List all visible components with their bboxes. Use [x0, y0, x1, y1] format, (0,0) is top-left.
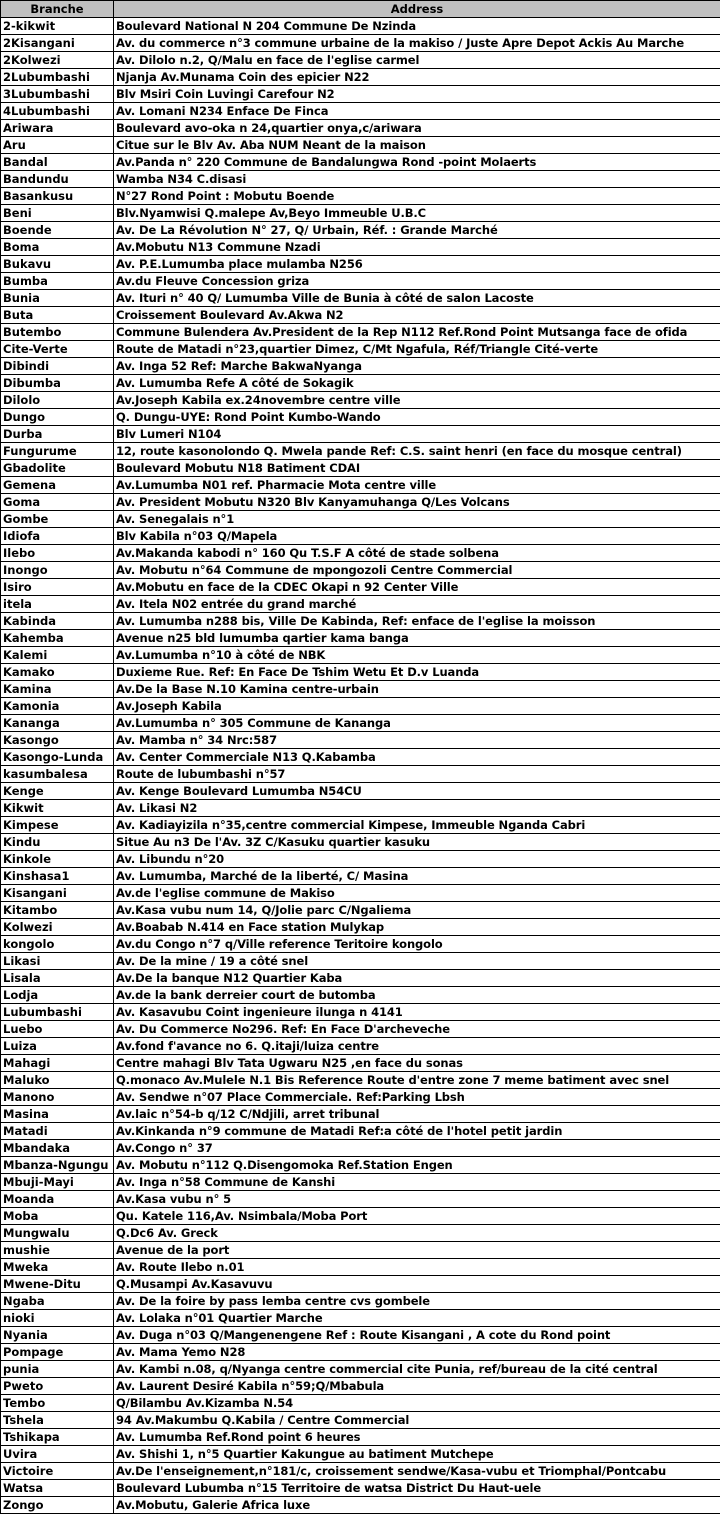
address-cell: Av.Congo n° 37 [114, 1140, 720, 1157]
branch-cell: Kananga [1, 715, 114, 732]
table-row [1, 324, 720, 341]
branch-cell: Moanda [1, 1191, 114, 1208]
address-cell: Q.Musampi Av.Kasavuvu [114, 1276, 720, 1293]
table-row [1, 1055, 720, 1072]
branch-cell: Ilebo [1, 545, 114, 562]
table-row [1, 596, 720, 613]
branch-cell: Kamina [1, 681, 114, 698]
address-cell: Av. Libundu n°20 [114, 851, 720, 868]
address-cell: Boulevard Mobutu N18 Batiment CDAI [114, 460, 720, 477]
table-row [1, 545, 720, 562]
branch-cell: Bumba [1, 273, 114, 290]
address-cell: Av. Du Commerce No296. Ref: En Face D'archeveche [114, 1021, 720, 1038]
address-cell: Citue sur le Blv Av. Aba NUM Neant de la maison [114, 137, 720, 154]
table-row [1, 885, 720, 902]
address-cell: Av. P.E.Lumumba place mulamba N256 [114, 256, 720, 273]
branch-cell: Pweto [1, 1378, 114, 1395]
table-row [1, 1038, 720, 1055]
branch-cell: Beni [1, 205, 114, 222]
table-row [1, 409, 720, 426]
table-row [1, 1021, 720, 1038]
branch-cell: Lisala [1, 970, 114, 987]
address-cell: Qu. Katele 116,Av. Nsimbala/Moba Port [114, 1208, 720, 1225]
table-row [1, 205, 720, 222]
branch-cell: Mwene-Ditu [1, 1276, 114, 1293]
branch-cell: 4Lubumbashi [1, 103, 114, 120]
branch-cell: Kimpese [1, 817, 114, 834]
branch-cell: Kindu [1, 834, 114, 851]
table-row [1, 1429, 720, 1446]
header-row [1, 1, 720, 18]
branch-cell: Mbuji-Mayi [1, 1174, 114, 1191]
table-row [1, 715, 720, 732]
table-row [1, 834, 720, 851]
table-row [1, 1446, 720, 1463]
address-column-header: Address [114, 1, 720, 18]
branch-cell: Pompage [1, 1344, 114, 1361]
address-cell: Av.Lumumba N01 ref. Pharmacie Mota centre ville [114, 477, 720, 494]
branch-cell: Dibindi [1, 358, 114, 375]
branch-cell: Gemena [1, 477, 114, 494]
table-row [1, 732, 720, 749]
table-row [1, 987, 720, 1004]
branch-cell: Gombe [1, 511, 114, 528]
table-row [1, 749, 720, 766]
address-cell: Av. Route Ilebo n.01 [114, 1259, 720, 1276]
branch-cell: Bandundu [1, 171, 114, 188]
branch-cell: Goma [1, 494, 114, 511]
table-row [1, 1157, 720, 1174]
address-cell: 94 Av.Makumbu Q.Kabila / Centre Commercial [114, 1412, 720, 1429]
table-row [1, 1310, 720, 1327]
table-row [1, 528, 720, 545]
branch-cell: Luiza [1, 1038, 114, 1055]
table-row [1, 800, 720, 817]
table-row [1, 681, 720, 698]
address-cell: Av. du commerce n°3 commune urbaine de la makiso / Juste Apre Depot Ackis Au Marche [114, 35, 720, 52]
table-row [1, 953, 720, 970]
branch-cell: Matadi [1, 1123, 114, 1140]
address-cell: Av. Lolaka n°01 Quartier Marche [114, 1310, 720, 1327]
address-cell: Av.De la banque N12 Quartier Kaba [114, 970, 720, 987]
address-cell: Av. Duga n°03 Q/Mangenengene Ref : Route Kisangani , A cote du Rond point [114, 1327, 720, 1344]
address-cell: Blv.Nyamwisi Q.malepe Av,Beyo Immeuble U.B.C [114, 205, 720, 222]
table-row [1, 1463, 720, 1480]
table-row [1, 69, 720, 86]
table-row [1, 103, 720, 120]
address-cell: Av.Lumumba n° 305 Commune de Kananga [114, 715, 720, 732]
address-cell: Q/Bilambu Av.Kizamba N.54 [114, 1395, 720, 1412]
address-cell: Centre mahagi Blv Tata Ugwaru N25 ,en face du sonas [114, 1055, 720, 1072]
address-cell: Av. Lomani N234 Enface De Finca [114, 103, 720, 120]
table-row [1, 154, 720, 171]
address-cell: Route de Matadi n°23,quartier Dimez, C/Mt Ngafula, Réf/Triangle Cité-verte [114, 341, 720, 358]
table-row [1, 1123, 720, 1140]
table-row [1, 664, 720, 681]
address-cell: Av. Mobutu n°64 Commune de mpongozoli Centre Commercial [114, 562, 720, 579]
branch-cell: Moba [1, 1208, 114, 1225]
address-cell: Av.Joseph Kabila [114, 698, 720, 715]
address-cell: Boulevard avo-oka n 24,quartier onya,c/ariwara [114, 120, 720, 137]
table-row [1, 188, 720, 205]
table-row [1, 426, 720, 443]
branch-cell: Kabinda [1, 613, 114, 630]
address-cell: Av.Makanda kabodi n° 160 Qu T.S.F A côté de stade solbena [114, 545, 720, 562]
table-row [1, 1140, 720, 1157]
branch-cell: Bukavu [1, 256, 114, 273]
branch-cell: Zongo [1, 1497, 114, 1514]
address-cell: Av.Mobutu N13 Commune Nzadi [114, 239, 720, 256]
table-row [1, 1259, 720, 1276]
table-row [1, 375, 720, 392]
table-row [1, 1072, 720, 1089]
branch-cell: punia [1, 1361, 114, 1378]
branch-cell: Kinkole [1, 851, 114, 868]
table-row [1, 1412, 720, 1429]
address-cell: Wamba N34 C.disasi [114, 171, 720, 188]
address-cell: Av. President Mobutu N320 Blv Kanyamuhanga Q/Les Volcans [114, 494, 720, 511]
address-cell: Av.de l'eglise commune de Makiso [114, 885, 720, 902]
branch-cell: Luebo [1, 1021, 114, 1038]
branch-cell: Dibumba [1, 375, 114, 392]
branch-cell: Kenge [1, 783, 114, 800]
table-row [1, 18, 720, 35]
branch-cell: nioki [1, 1310, 114, 1327]
table-body [1, 18, 720, 1514]
address-cell: Av.De l'enseignement,n°181/c, croissement sendwe/Kasa-vubu et Triomphal/Pontcabu [114, 1463, 720, 1480]
table-row [1, 222, 720, 239]
address-cell: Av. De la mine / 19 a côté snel [114, 953, 720, 970]
address-cell: Av. Lumumba Refe A côté de Sokagik [114, 375, 720, 392]
address-cell: Av. Dilolo n.2, Q/Malu en face de l'eglise carmel [114, 52, 720, 69]
branch-cell: Mbandaka [1, 1140, 114, 1157]
branch-cell: 2Kolwezi [1, 52, 114, 69]
address-cell: Njanja Av.Munama Coin des epicier N22 [114, 69, 720, 86]
table-row [1, 1106, 720, 1123]
table-row [1, 647, 720, 664]
branch-cell: Kisangani [1, 885, 114, 902]
table-row [1, 698, 720, 715]
address-cell: Av.laic n°54-b q/12 C/Ndjili, arret tribunal [114, 1106, 720, 1123]
table-row [1, 171, 720, 188]
branch-cell: Durba [1, 426, 114, 443]
table-row [1, 817, 720, 834]
branch-cell: Basankusu [1, 188, 114, 205]
table-row [1, 120, 720, 137]
address-cell: Av.Boabab N.414 en Face station Mulykap [114, 919, 720, 936]
branch-cell: Butembo [1, 324, 114, 341]
address-cell: Av.Panda n° 220 Commune de Bandalungwa Rond -point Molaerts [114, 154, 720, 171]
address-cell: Av.Lumumba n°10 à côté de NBK [114, 647, 720, 664]
table-row [1, 392, 720, 409]
branch-cell: Nyania [1, 1327, 114, 1344]
address-cell: Av. Kadiayizila n°35,centre commercial Kimpese, Immeuble Nganda Cabri [114, 817, 720, 834]
branch-cell: 2Kisangani [1, 35, 114, 52]
address-cell: Av. Ituri n° 40 Q/ Lumumba Ville de Bunia à côté de salon Lacoste [114, 290, 720, 307]
branch-cell: Dilolo [1, 392, 114, 409]
branch-cell: Kikwit [1, 800, 114, 817]
table-row [1, 1004, 720, 1021]
address-cell: Avenue de la port [114, 1242, 720, 1259]
branch-cell: Lodja [1, 987, 114, 1004]
address-cell: Route de lubumbashi n°57 [114, 766, 720, 783]
address-cell: Av.Joseph Kabila ex.24novembre centre ville [114, 392, 720, 409]
table-row [1, 1344, 720, 1361]
branch-cell: Watsa [1, 1480, 114, 1497]
address-cell: Av.du Congo n°7 q/Ville reference Teritoire kongolo [114, 936, 720, 953]
branch-cell: Manono [1, 1089, 114, 1106]
address-cell: Av. Mobutu n°112 Q.Disengomoka Ref.Station Engen [114, 1157, 720, 1174]
address-cell: Av.de la bank derreier court de butomba [114, 987, 720, 1004]
table-row [1, 851, 720, 868]
table-row [1, 307, 720, 324]
address-cell: 12, route kasonolondo Q. Mwela pande Ref: C.S. saint henri (en face du mosque central) [114, 443, 720, 460]
table-row [1, 477, 720, 494]
address-cell: Av. Kasavubu Coint ingenieure ilunga n 4141 [114, 1004, 720, 1021]
branch-cell: Lubumbashi [1, 1004, 114, 1021]
table-row [1, 1497, 720, 1514]
branch-cell: Kasongo [1, 732, 114, 749]
branch-cell: Idiofa [1, 528, 114, 545]
branch-cell: 2Lubumbashi [1, 69, 114, 86]
branch-cell: 2-kikwit [1, 18, 114, 35]
address-cell: Q. Dungu-UYE: Rond Point Kumbo-Wando [114, 409, 720, 426]
table-row [1, 35, 720, 52]
table-row [1, 1361, 720, 1378]
address-cell: Av. Kenge Boulevard Lumumba N54CU [114, 783, 720, 800]
branch-cell: Tshela [1, 1412, 114, 1429]
address-cell: Blv Kabila n°03 Q/Mapela [114, 528, 720, 545]
address-cell: Av. Likasi N2 [114, 800, 720, 817]
address-cell: Av. Lumumba Ref.Rond point 6 heures [114, 1429, 720, 1446]
address-cell: Avenue n25 bld lumumba qartier kama banga [114, 630, 720, 647]
branch-cell: Tshikapa [1, 1429, 114, 1446]
branch-cell: Tembo [1, 1395, 114, 1412]
branch-cell: Fungurume [1, 443, 114, 460]
branch-cell: Gbadolite [1, 460, 114, 477]
address-cell: Blv Lumeri N104 [114, 426, 720, 443]
table-row [1, 358, 720, 375]
table-row [1, 52, 720, 69]
branch-cell: Mungwalu [1, 1225, 114, 1242]
address-cell: Av.Mobutu, Galerie Africa luxe [114, 1497, 720, 1514]
table-row [1, 868, 720, 885]
table-row [1, 1208, 720, 1225]
branch-cell: Dungo [1, 409, 114, 426]
branch-cell: Kolwezi [1, 919, 114, 936]
branch-cell: Cite-Verte [1, 341, 114, 358]
table-row [1, 1174, 720, 1191]
address-cell: Av. Mamba n° 34 Nrc:587 [114, 732, 720, 749]
branch-cell: 3Lubumbashi [1, 86, 114, 103]
branch-cell: Bunia [1, 290, 114, 307]
branch-cell: Maluko [1, 1072, 114, 1089]
table-row [1, 902, 720, 919]
table-row [1, 494, 720, 511]
table-row [1, 273, 720, 290]
branch-cell: Uvira [1, 1446, 114, 1463]
address-cell: Av. Center Commerciale N13 Q.Kabamba [114, 749, 720, 766]
address-cell: Av. Laurent Desiré Kabila n°59;Q/Mbabula [114, 1378, 720, 1395]
table-row [1, 936, 720, 953]
address-cell: Boulevard National N 204 Commune De Nzinda [114, 18, 720, 35]
table-row [1, 613, 720, 630]
address-cell: Av. Shishi 1, n°5 Quartier Kakungue au batiment Mutchepe [114, 1446, 720, 1463]
branch-cell: Ariwara [1, 120, 114, 137]
address-cell: N°27 Rond Point : Mobutu Boende [114, 188, 720, 205]
table-row [1, 443, 720, 460]
table-row [1, 766, 720, 783]
table-row [1, 1225, 720, 1242]
branch-cell: mushie [1, 1242, 114, 1259]
address-cell: Av.fond f'avance no 6. Q.itaji/luiza centre [114, 1038, 720, 1055]
branch-cell: Kitambo [1, 902, 114, 919]
branch-cell: Victoire [1, 1463, 114, 1480]
branch-cell: Bandal [1, 154, 114, 171]
branch-cell: Masina [1, 1106, 114, 1123]
table-row [1, 579, 720, 596]
address-cell: Av.Kasa vubu num 14, Q/Jolie parc C/Ngaliema [114, 902, 720, 919]
table-row [1, 919, 720, 936]
branch-cell: Buta [1, 307, 114, 324]
address-cell: Av. Mama Yemo N28 [114, 1344, 720, 1361]
branch-cell: Likasi [1, 953, 114, 970]
address-cell: Av. De la foire by pass lemba centre cvs gombele [114, 1293, 720, 1310]
address-cell: Av. Inga n°58 Commune de Kanshi [114, 1174, 720, 1191]
table-row [1, 1089, 720, 1106]
branch-cell: Kinshasa1 [1, 868, 114, 885]
address-cell: Av. Kambi n.08, q/Nyanga centre commercial cite Punia, ref/bureau de la cité central [114, 1361, 720, 1378]
branch-cell: kasumbalesa [1, 766, 114, 783]
address-cell: Av. Inga 52 Ref: Marche BakwaNyanga [114, 358, 720, 375]
branch-cell: Kamonia [1, 698, 114, 715]
branch-cell: Kalemi [1, 647, 114, 664]
address-cell: Av. Senegalais n°1 [114, 511, 720, 528]
table-row [1, 1395, 720, 1412]
address-cell: Av. De La Révolution N° 27, Q/ Urbain, Réf. : Grande Marché [114, 222, 720, 239]
branch-cell: Inongo [1, 562, 114, 579]
address-cell: Boulevard Lubumba n°15 Territoire de watsa District Du Haut-uele [114, 1480, 720, 1497]
address-cell: Commune Bulendera Av.President de la Rep N112 Ref.Rond Point Mutsanga face de ofida [114, 324, 720, 341]
table-row [1, 239, 720, 256]
branch-cell: Aru [1, 137, 114, 154]
branch-cell: Mweka [1, 1259, 114, 1276]
address-cell: Av.Mobutu en face de la CDEC Okapi n 92 Center Ville [114, 579, 720, 596]
branch-cell: itela [1, 596, 114, 613]
table-row [1, 511, 720, 528]
table-row [1, 1293, 720, 1310]
address-cell: Av. Itela N02 entrée du grand marché [114, 596, 720, 613]
branch-cell: Boende [1, 222, 114, 239]
table-row [1, 137, 720, 154]
address-cell: Av. Sendwe n°07 Place Commerciale. Ref:Parking Lbsh [114, 1089, 720, 1106]
branch-cell: Isiro [1, 579, 114, 596]
table-row [1, 86, 720, 103]
table-row [1, 1191, 720, 1208]
branch-column-header: Branche [1, 1, 114, 18]
address-cell: Av. Lumumba, Marché de la liberté, C/ Masina [114, 868, 720, 885]
address-cell: Av.du Fleuve Concession griza [114, 273, 720, 290]
table-row [1, 1480, 720, 1497]
branch-cell: Kasongo-Lunda [1, 749, 114, 766]
address-cell: Duxieme Rue. Ref: En Face De Tshim Wetu Et D.v Luanda [114, 664, 720, 681]
branch-cell: Kamako [1, 664, 114, 681]
address-cell: Av.Kinkanda n°9 commune de Matadi Ref:a côté de l'hotel petit jardin [114, 1123, 720, 1140]
table-row [1, 256, 720, 273]
address-cell: Av.De la Base N.10 Kamina centre-urbain [114, 681, 720, 698]
table-row [1, 630, 720, 647]
table-row [1, 341, 720, 358]
table-row [1, 1276, 720, 1293]
address-cell: Q.Dc6 Av. Greck [114, 1225, 720, 1242]
address-cell: Q.monaco Av.Mulele N.1 Bis Reference Route d'entre zone 7 meme batiment avec snel [114, 1072, 720, 1089]
table-row [1, 1242, 720, 1259]
branch-cell: Mbanza-Ngungu [1, 1157, 114, 1174]
table-row [1, 562, 720, 579]
address-cell: Av. Lumumba n288 bis, Ville De Kabinda, Ref: enface de l'eglise la moisson [114, 613, 720, 630]
branch-cell: Mahagi [1, 1055, 114, 1072]
table-row [1, 460, 720, 477]
branch-cell: kongolo [1, 936, 114, 953]
table-row [1, 970, 720, 987]
branch-cell: Kahemba [1, 630, 114, 647]
address-cell: Situe Au n3 De l'Av. 3Z C/Kasuku quartier kasuku [114, 834, 720, 851]
table-row [1, 290, 720, 307]
branch-cell: Ngaba [1, 1293, 114, 1310]
address-cell: Croissement Boulevard Av.Akwa N2 [114, 307, 720, 324]
address-cell: Av.Kasa vubu n° 5 [114, 1191, 720, 1208]
table-row [1, 1327, 720, 1344]
branch-cell: Boma [1, 239, 114, 256]
table-row [1, 783, 720, 800]
table-row [1, 1378, 720, 1395]
address-cell: Blv Msiri Coin Luvingi Carefour N2 [114, 86, 720, 103]
